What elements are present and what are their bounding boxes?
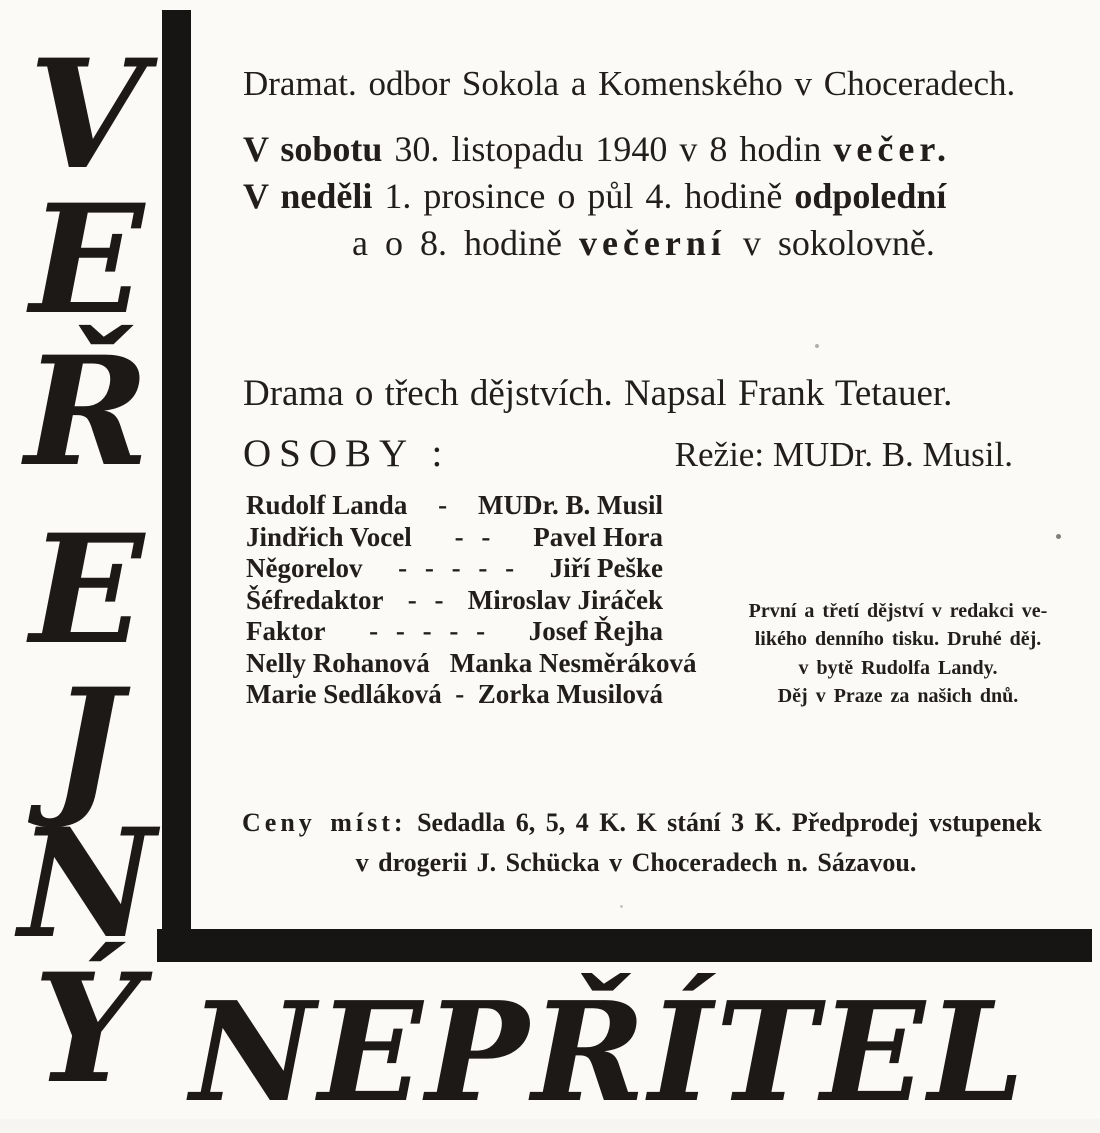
cast-row	[246, 679, 663, 711]
vertical-title-letter-5: J	[51, 656, 123, 832]
presale-line: v drogerii J. Schücka v Choceradech n. Sázavou.	[355, 848, 917, 877]
cast-list	[246, 490, 697, 711]
cast-row	[246, 490, 663, 522]
schedule-details-sunday: 1. prosince o půl 4. hodině	[384, 176, 783, 216]
cast-dashes: - -	[454, 521, 491, 552]
vertical-title-letter-4: E	[29, 502, 145, 678]
setting-note-line: likého denního tisku. Druhé děj.	[754, 628, 1042, 651]
schedule-pre: a o 8. hodině	[352, 223, 562, 263]
prices-label: Ceny míst:	[242, 808, 407, 837]
scan-speck	[1056, 534, 1061, 539]
schedule-emphasis-afternoon: odpolední	[794, 176, 947, 216]
cast-dashes: -	[455, 679, 465, 709]
direction-credit: Režie: MUDr. B. Musil.	[674, 435, 1013, 474]
schedule-emphasis-night: večerní	[578, 223, 726, 263]
schedule-post: v sokolovně.	[742, 223, 935, 263]
cast-dashes: -	[438, 490, 448, 520]
organizer-line: Dramat. odbor Sokola a Komenského v Choceradech.	[243, 64, 1016, 103]
cast-role: Rudolf Landa	[246, 490, 408, 520]
vertical-title-letter-2: E	[29, 172, 145, 348]
cast-actor: Manka Nesměráková	[449, 647, 697, 678]
cast-actor: MUDr. B. Musil	[477, 490, 663, 520]
vertical-title-letter-1: V	[28, 27, 146, 203]
cast-role: Marie Sedláková	[246, 679, 442, 709]
vertical-rule	[162, 10, 191, 930]
schedule-line-sunday	[243, 178, 946, 214]
prices-line	[242, 810, 1042, 836]
vertical-title-letter-6: N	[18, 796, 156, 972]
schedule-day-saturday: V sobotu	[243, 129, 383, 169]
cast-actor: Miroslav Jiráček	[467, 584, 663, 615]
cast-dashes: - -	[407, 584, 444, 615]
setting-note-line: Děj v Praze za našich dnů.	[777, 685, 1019, 708]
bottom-title: NEPŘÍTEL	[190, 972, 1028, 1133]
prices-seats: Sedadla 6, 5, 4 K. K stání 3 K. Předprodej vstupenek	[417, 808, 1042, 837]
cast-actor: Jiří Peške	[549, 553, 663, 583]
cast-role: Jindřich Vocel	[246, 521, 412, 552]
cast-role: Faktor	[246, 616, 326, 646]
setting-note	[714, 597, 1082, 711]
cast-role: Šéfredaktor	[246, 584, 384, 615]
schedule-day-sunday: V neděli	[243, 176, 373, 216]
cast-row	[246, 616, 663, 648]
cast-actor: Zorka Musilová	[477, 679, 663, 709]
schedule-emphasis-evening: večer.	[833, 129, 951, 169]
vertical-title-letter-3: Ř	[24, 324, 150, 500]
setting-note-line: První a třetí dějství v redakci ve-	[748, 600, 1048, 622]
cast-row	[246, 522, 663, 554]
cast-role: Něgorelov	[246, 553, 363, 583]
scan-speck	[815, 344, 819, 348]
schedule-line-saturday	[243, 131, 951, 167]
schedule-details-saturday: 30. listopadu 1940 v 8 hodin	[394, 129, 822, 169]
cast-row	[246, 647, 697, 680]
cast-actor: Josef Řejha	[528, 616, 663, 646]
cast-dashes: - - - - -	[398, 553, 515, 583]
cast-actor: Pavel Hora	[533, 521, 663, 552]
cast-heading-row	[243, 434, 1013, 473]
vertical-title-letter-7: Ý	[33, 941, 141, 1117]
cast-row	[246, 585, 663, 617]
play-description: Drama o třech dějstvích. Napsal Frank Tetauer.	[243, 373, 953, 414]
cast-dashes: - - - - -	[369, 616, 486, 646]
cast-role: Nelly Rohanová	[246, 647, 430, 678]
horizontal-rule	[157, 929, 1092, 962]
cast-heading: OSOBY :	[243, 432, 451, 475]
cast-row	[246, 553, 663, 585]
schedule-line-sunday-evening	[352, 225, 935, 261]
scan-speck	[620, 905, 623, 908]
setting-note-line: v bytě Rudolfa Landy.	[798, 656, 998, 679]
